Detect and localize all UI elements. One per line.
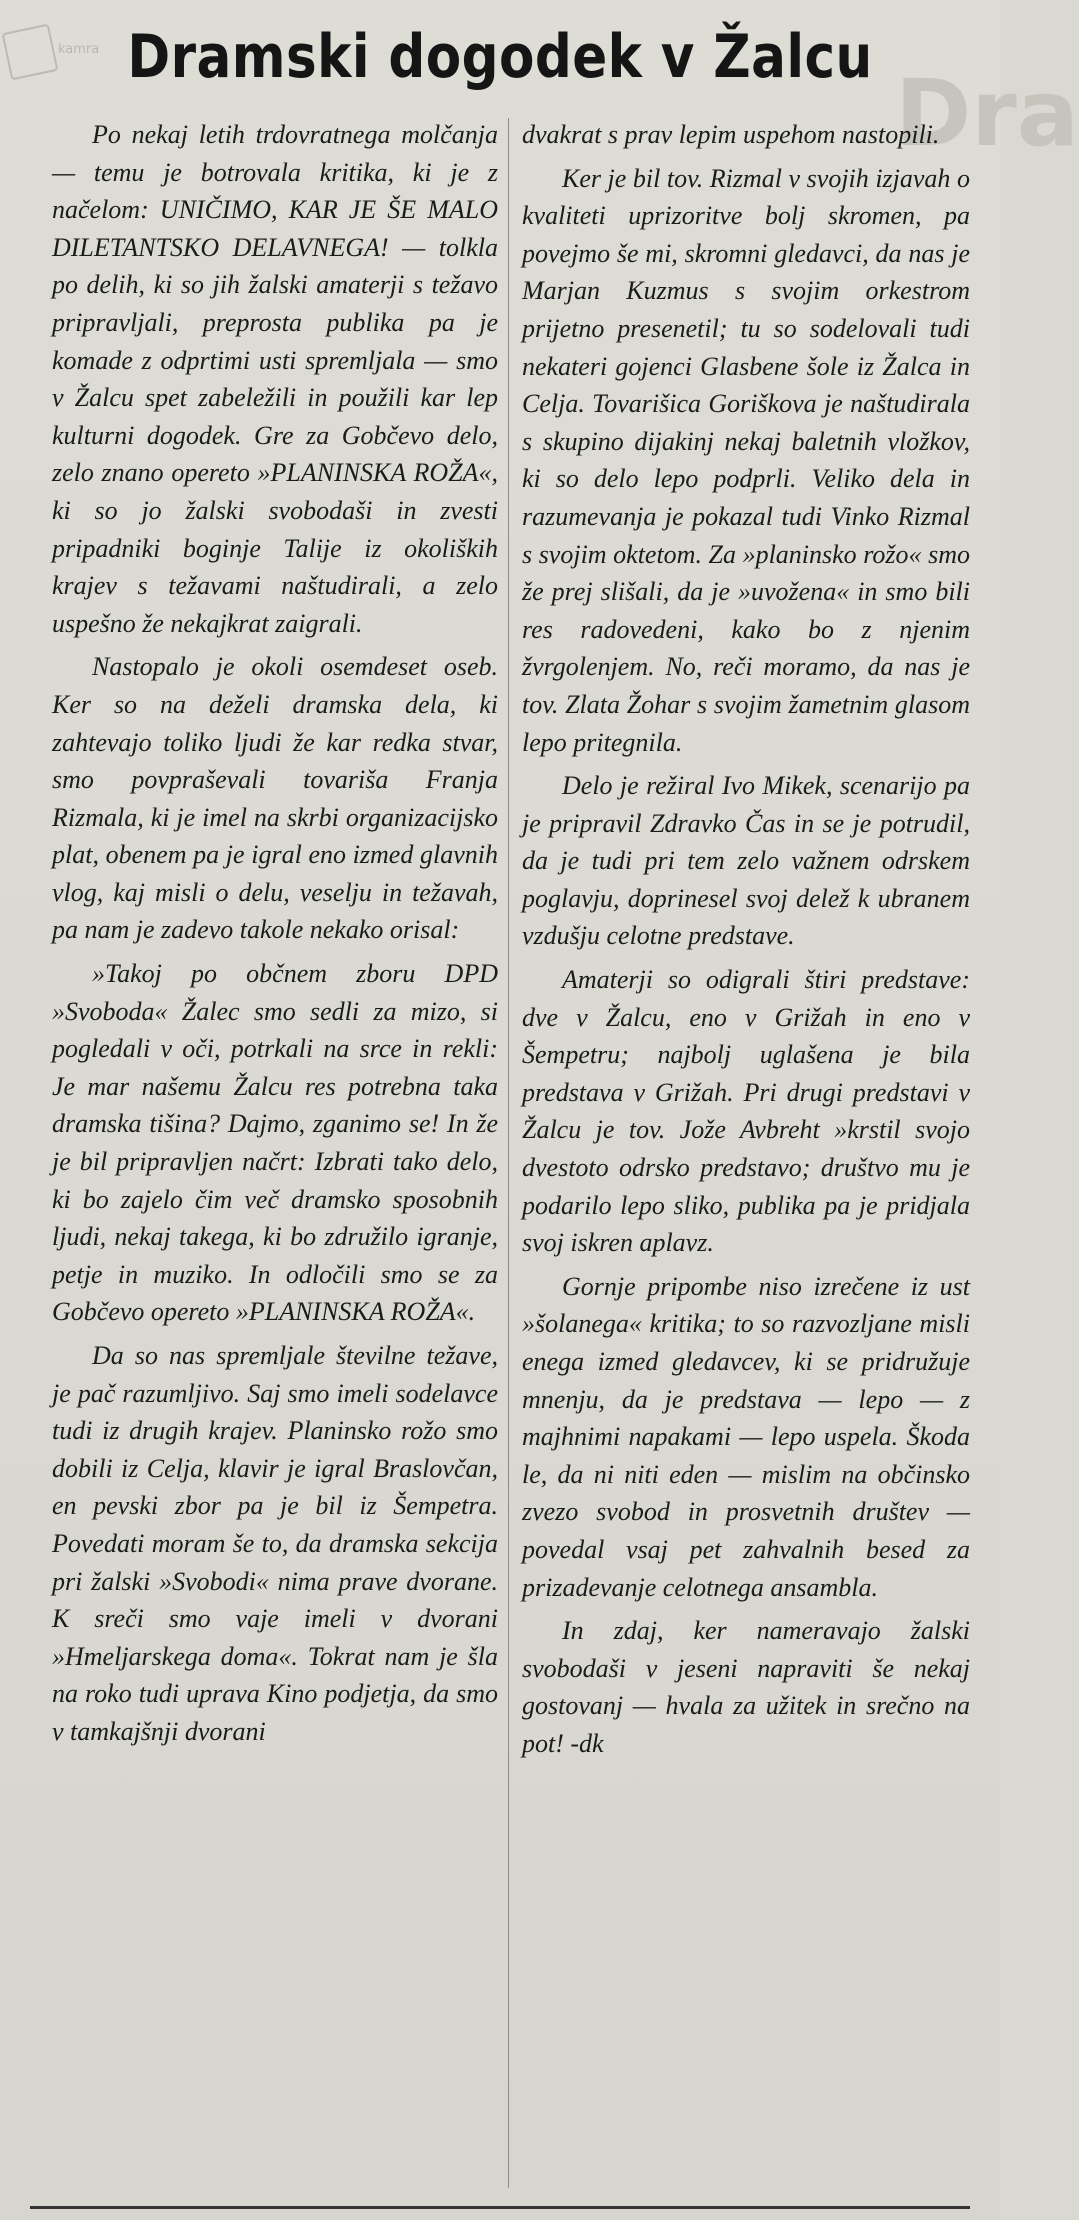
paragraph: dvakrat s prav lepim uspehom nastopili. (522, 120, 940, 149)
paragraph: Amaterji so odigrali štiri predstave: dve v Žalcu, eno v Grižah in eno v Šempetru; najbolj uglašena je bila predstava v Grižah. Pri drugi predstavi v Žalcu je tov. Jože Avbreht »krstil svojo dvestoto odrsko predstavo; društvo mu je podarilo lepo sliko, publika pa je pridjala svoj iskren aplavz. (522, 965, 970, 1258)
watermark-text: kamra (58, 42, 100, 57)
paragraph: Po nekaj letih trdovratnega molčanja — temu je botrovala kritika, ki je z načelom: UNIČIMO, KAR JE ŠE MALO DILETANTSKO DELAVNEGA! — tolkla po delih, ki so jih žalski amaterji s težavo pripravljali, preprosta publika pa je komade z odprtimi usti spremljala — smo v Žalcu spet zabeležili in použili kar lep kulturni dogodek. Gre za Gobčevo delo, zelo znano opereto »PLANINSKA ROŽA«, ki so jo žalski svobodaši in zvesti pripadniki boginje Talije iz okoliških krajev s težavami naštudirali, a zelo uspešno že nekajkrat zaigrali. (52, 120, 498, 638)
author-signature: -dk (570, 1728, 604, 1758)
paragraph: Ker je bil tov. Rizmal v svojih izjavah o kvaliteti uprizoritve bolj skromen, pa povejmo še mi, skromni gledavci, da nas je Marjan Kuzmus s svojim orkestrom prijetno presenetil; tu so sodelovali tudi nekateri gojenci Glasbene šole iz Žalca in Celja. Tovarišica Goriškova je naštudirala s skupino dijakinj nekaj baletnih vložkov, ki so delo lepo podprli. Veliko dela in razumevanja je pokazal tudi Vinko Rizmal s svojim oktetom. Za »planinsko rožo« smo že prej slišali, da je »uvožena« in smo bili res radovedeni, kako bo z njenim žvrgolenjem. No, reči moramo, da nas je tov. Zlata Žohar s svojim žametnim glasom lepo pritegnila. (522, 163, 970, 757)
right-column (522, 116, 970, 2196)
paragraph: Gornje pripombe niso izrečene iz ust »šolanega« kritika; to so razvozljane misli enega izmed gledavcev, ki se pridružuje mnenju, da je predstava — lepo — z majhnimi napakami — lepo uspela. Škoda le, da ni niti eden — mislim na občinsko zvezo svobod in prosvetnih društev — povedal vsaj pet zahvalnih besed za prizadevanje celotnega ansambla. (522, 1271, 970, 1602)
paragraph: »Takoj po občnem zboru DPD »Svoboda« Žalec smo sedli za mizo, si pogledali v oči, potrkali na srce in rekli: Je mar našemu Žalcu res potrebna taka dramska tišina? Dajmo, zganimo se! In že je bil pripravljen načrt: Izbrati tako delo, ki bo zajelo čim več dramsko sposobnih ljudi, nekaj takega, ki bo združilo igranje, petje in muziko. In odločili smo se za Gobčevo opereto »PLANINSKA ROŽA«. (52, 959, 498, 1327)
column-divider (508, 118, 509, 2188)
paragraph: Da so nas spremljale številne težave, je pač razumljivo. Saj smo imeli sodelavce tudi iz drugih krajev. Planinsko rožo smo dobili iz Celja, klavir je igral Braslovčan, en pevski zbor pa je bil iz Šempetra. Povedati moram še to, da dramska sekcija pri žalski »Svobodi« nima prave dvorane. K sreči smo vaje imeli v dvorani »Hmeljarskega doma«. Tokrat nam je šla na roko tudi uprava Kino podjetja, da smo v tamkajšnji dvorani (52, 1341, 498, 1746)
bottom-rule (30, 2206, 970, 2209)
left-column (52, 116, 498, 2196)
paragraph-last (522, 1612, 970, 1762)
logo-icon (2, 24, 59, 81)
paragraph: Nastopalo je okoli osemdeset oseb. Ker so na deželi dramska dela, ki zahtevajo toliko ljudi že kar redka stvar, smo povpraševali tovariša Franja Rizmala, ki je imel na skrbi organizacijsko plat, obenem pa je igral eno izmed glavnih vlog, kaj misli o delu, veselju in težavah, pa nam je zadevo takole nekako orisal: (52, 652, 498, 945)
article-headline: Dramski dogodek v Žalcu (127, 22, 873, 92)
paragraph: Delo je režiral Ivo Mikek, scenarijo pa je pripravil Zdravko Čas in se je potrudil, da je tudi pri tem zelo važnem odrskem poglavju, doprinesel svoj delež k ubranem vzdušju celotne predstave. (522, 771, 970, 951)
closing-text: In zdaj, ker nameravajo žalski svobodaši v jeseni napraviti še nekaj gostovanj — hvala za užitek in srečno na pot! (522, 1616, 970, 1758)
ghost-bleed-text: Dra (895, 60, 1079, 167)
